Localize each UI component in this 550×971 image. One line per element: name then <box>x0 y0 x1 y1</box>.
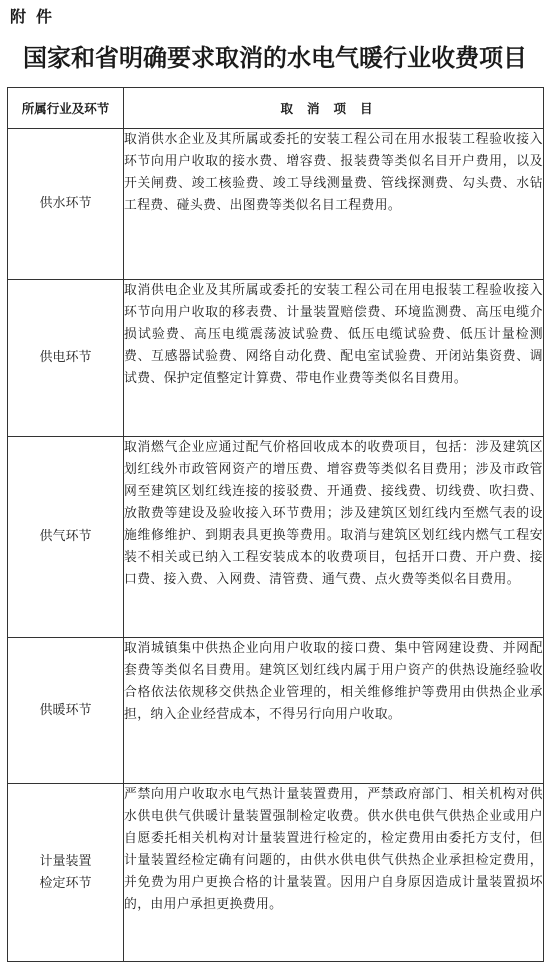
fee-items-table <box>7 87 544 962</box>
sector-line-2: 检定环节 <box>39 875 92 891</box>
sector-cell: 供暖环节 <box>8 638 124 784</box>
sector-line-1: 计量装置 <box>39 853 92 869</box>
content-cell: 取消供水企业及其所属或委托的安装工程公司在用水报装工程验收接入环节向用户收取的接水费、增容费、报装费等类似名目开户费用，以及开关闸费、竣工核验费、竣工导线测量费、管线探测费、勾头费、水钻工程费、碰头费、出图费等类似名目工程费用。 <box>124 129 544 280</box>
header-sector: 所属行业及环节 <box>8 88 124 129</box>
content-cell: 取消供电企业及其所属或委托的安装工程公司在用电报装工程验收接入环节向用户收取的移表费、计量装置赔偿费、环境监测费、高压电缆介损试验费、高压电缆震荡波试验费、低压电缆试验费、低压计量检测费、互感器试验费、网络自动化费、配电室试验费、开闭站集资费、调试费、保护定值整定计算费、带电作业费等类似名目费用。 <box>124 280 544 437</box>
content-cell: 严禁向用户收取水电气热计量装置费用，严禁政府部门、相关机构对供水供电供气供暖计量装置强制检定收费。供水供电供气供热企业或用户自愿委托相关机构对计量装置进行检定的，检定费用由委托方支付，但计量装置经检定确有问题的，由供水供电供气供热企业承担检定费用，并免费为用户更换合格的计量装置。因用户自身原因造成计量装置损坏的，由用户承担更换费用。 <box>124 784 544 962</box>
table-row-gas <box>8 437 544 638</box>
table-row-heating <box>8 638 544 784</box>
document-title: 国家和省明确要求取消的水电气暖行业收费项目 <box>23 44 527 72</box>
attachment-label: 附件 <box>10 7 63 26</box>
table-row-metering <box>8 784 544 962</box>
sector-cell: 供气环节 <box>8 437 124 638</box>
table-header-row <box>8 88 544 129</box>
sector-cell <box>8 784 124 962</box>
sector-cell: 供水环节 <box>8 129 124 280</box>
content-cell: 取消城镇集中供热企业向用户收取的接口费、集中管网建设费、并网配套费等类似名目费用。建筑区划红线内属于用户资产的供热设施经验收合格依法依规移交供热企业管理的，相关维修维护等费用由供热企业承担，纳入企业经营成本，不得另行向用户收取。 <box>124 638 544 784</box>
sector-cell: 供电环节 <box>8 280 124 437</box>
content-cell: 取消燃气企业应通过配气价格回收成本的收费项目，包括：涉及建筑区划红线外市政管网资产的增压费、增容费等类似名目费用；涉及市政管网至建筑区划红线连接的接驳费、开通费、接线费、切线费、吹扫费、放散费等建设及验收接入环节费用；涉及建筑区划红线内至燃气表的设施维修维护、到期表具更换等费用。取消与建筑区划红线内燃气工程安装不相关或已纳入工程安装成本的收费项目，包括开口费、开户费、接口费、接入费、入网费、清管费、通气费、点火费等类似名目费用。 <box>124 437 544 638</box>
table-row-water <box>8 129 544 280</box>
table-row-electricity <box>8 280 544 437</box>
header-items: 取消项目 <box>124 88 544 129</box>
